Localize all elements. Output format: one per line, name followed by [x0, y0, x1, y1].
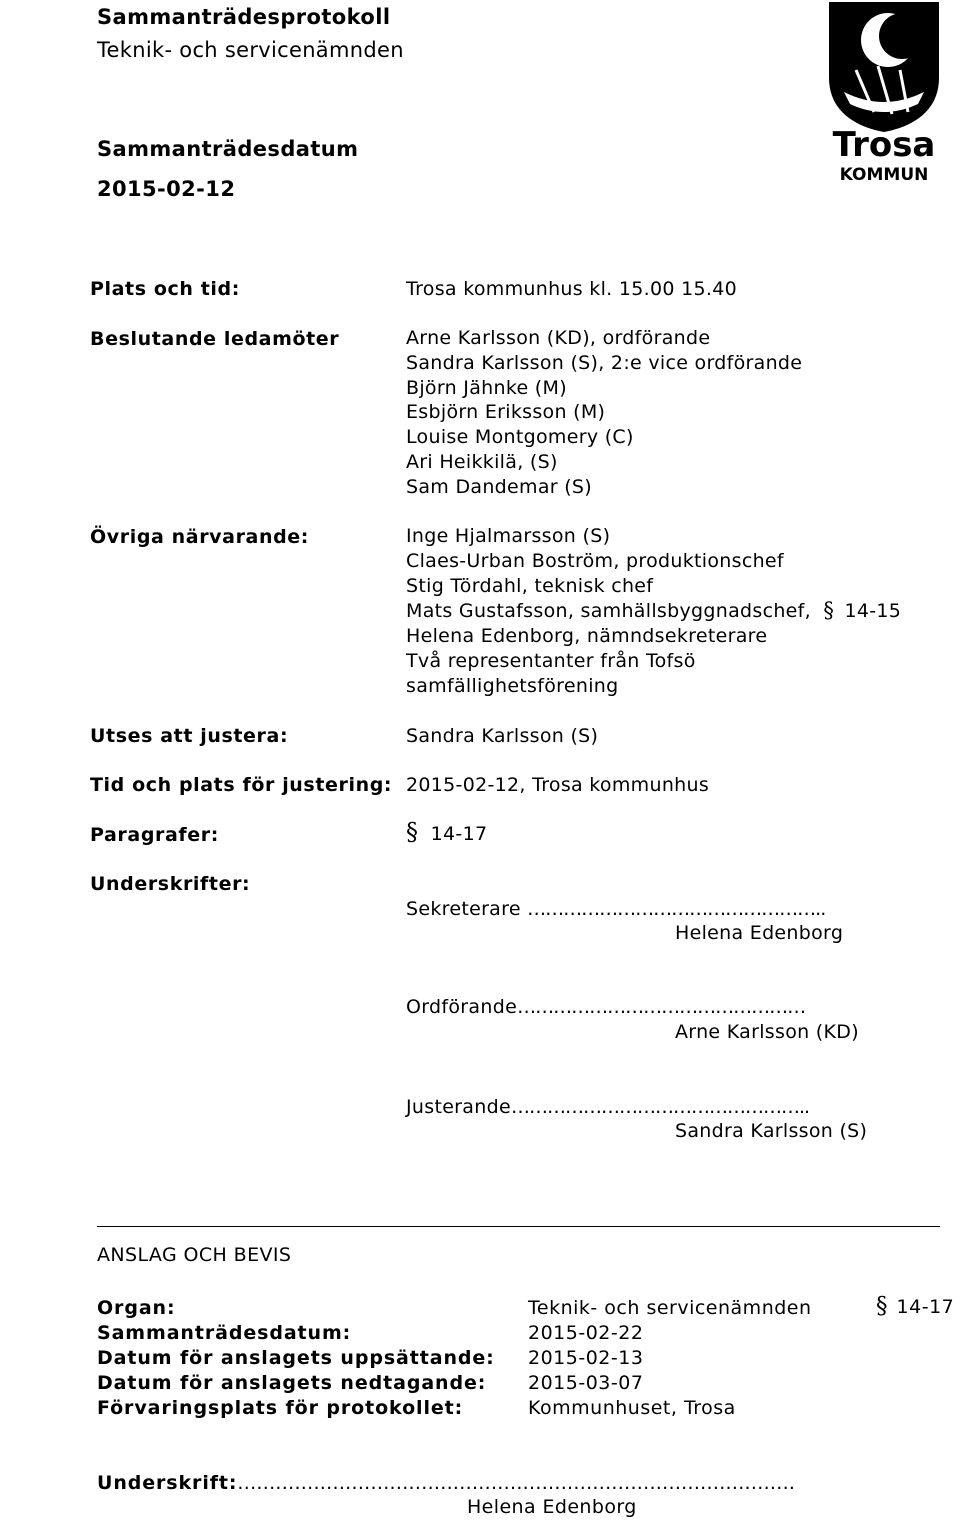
notice-signature-line [97, 1472, 795, 1494]
others-list [406, 524, 901, 699]
paragraph-sign: § [823, 598, 835, 623]
section-divider [97, 1226, 940, 1227]
paragraph-sign: § [406, 818, 419, 846]
adjust-time-label: Tid och plats för justering: [90, 774, 393, 796]
svg-text:KOMMUN: KOMMUN [839, 165, 929, 185]
signature-name-adjuster: Sandra Karlsson (S) [675, 1120, 868, 1142]
notice-value-posted: 2015-02-13 [528, 1347, 644, 1369]
notice-label-posted: Datum för anslagets uppsättande: [97, 1347, 495, 1369]
place-value: Trosa kommunhus kl. 15.00 15.40 [406, 278, 737, 300]
paragraph-range: 14-17 [896, 1296, 955, 1318]
list-item: Arne Karlsson (KD), ordförande [406, 327, 711, 349]
notice-paragraphs [876, 1293, 954, 1319]
notice-signature-label: Underskrift: [97, 1472, 238, 1494]
meeting-date-label: Sammanträdesdatum [97, 137, 359, 161]
list-item: Stig Tördahl, teknisk chef [406, 574, 654, 597]
signature-name-chair: Arne Karlsson (KD) [675, 1021, 859, 1043]
list-item-text: Mats Gustafsson, samhällsbyggnadschef, [406, 600, 811, 623]
signature-name-secretary: Helena Edenborg [675, 922, 844, 944]
notice-title: ANSLAG OCH BEVIS [97, 1244, 292, 1266]
list-item [406, 598, 901, 624]
notice-value-organ: Teknik- och servicenämnden [528, 1297, 812, 1319]
notice-value-storage: Kommunhuset, Trosa [528, 1397, 736, 1419]
document-type: Sammanträdesprotokoll [97, 5, 391, 29]
adjust-time-value: 2015-02-12, Trosa kommunhus [406, 774, 710, 796]
paragraphs-value [406, 820, 487, 847]
signature-dots: ………………………………………….. [510, 1096, 810, 1118]
signature-line-secretary [406, 897, 825, 922]
signature-line-chair [406, 995, 805, 1020]
notice-label-organ: Organ: [97, 1297, 176, 1319]
others-label: Övriga närvarande: [90, 526, 309, 548]
list-item: Sam Dandemar (S) [406, 475, 593, 498]
committee-name: Teknik- och servicenämnden [97, 38, 404, 62]
notice-signature-dots: ........................................................................................ [237, 1472, 796, 1494]
signature-role: Justerande [406, 1096, 511, 1118]
list-item: Sandra Karlsson (S), 2:e vice ordförande [406, 351, 803, 374]
notice-signature-name: Helena Edenborg [467, 1496, 637, 1518]
signature-role: Ordförande [406, 996, 518, 1018]
trosa-kommun-logo [822, 0, 946, 186]
list-item: Louise Montgomery (C) [406, 426, 634, 449]
svg-text:Trosa: Trosa [832, 125, 936, 165]
signature-dots: ………………………………………… [517, 996, 806, 1018]
members-list [406, 326, 802, 500]
signature-role: Sekreterare [406, 898, 521, 920]
notice-label-removed: Datum för anslagets nedtagande: [97, 1372, 487, 1394]
list-item: Två representanter från Tofsö [406, 649, 696, 672]
adjuster-value: Sandra Karlsson (S) [406, 725, 599, 747]
list-item: samfällighetsförening [406, 674, 619, 697]
paragraph-range: 14-17 [430, 823, 488, 845]
list-item: Claes-Urban Boström, produktionschef [406, 549, 784, 572]
paragraph-range: 14-15 [844, 600, 902, 623]
adjuster-label: Utses att justera: [90, 725, 289, 747]
notice-value-meeting-date: 2015-02-22 [528, 1322, 644, 1344]
list-item: Björn Jähnke (M) [406, 376, 567, 399]
list-item: Inge Hjalmarsson (S) [406, 525, 611, 547]
signature-dots: ………………………………………….. [527, 898, 826, 920]
trosa-shield-icon [822, 0, 946, 186]
signature-line-adjuster [406, 1095, 809, 1120]
notice-label-meeting-date: Sammanträdesdatum: [97, 1322, 352, 1344]
paragraph-sign: § [876, 1293, 888, 1319]
paragraphs-label: Paragrafer: [90, 824, 219, 846]
list-item: Ari Heikkilä, (S) [406, 450, 558, 473]
members-label: Beslutande ledamöter [90, 328, 340, 350]
meeting-date-value: 2015-02-12 [97, 177, 236, 201]
notice-value-removed: 2015-03-07 [528, 1372, 644, 1394]
list-item: Helena Edenborg, nämndsekreterare [406, 625, 768, 648]
place-label: Plats och tid: [90, 278, 240, 300]
signatures-label: Underskrifter: [90, 873, 251, 895]
notice-label-storage: Förvaringsplats för protokollet: [97, 1397, 464, 1419]
list-item: Esbjörn Eriksson (M) [406, 401, 606, 424]
